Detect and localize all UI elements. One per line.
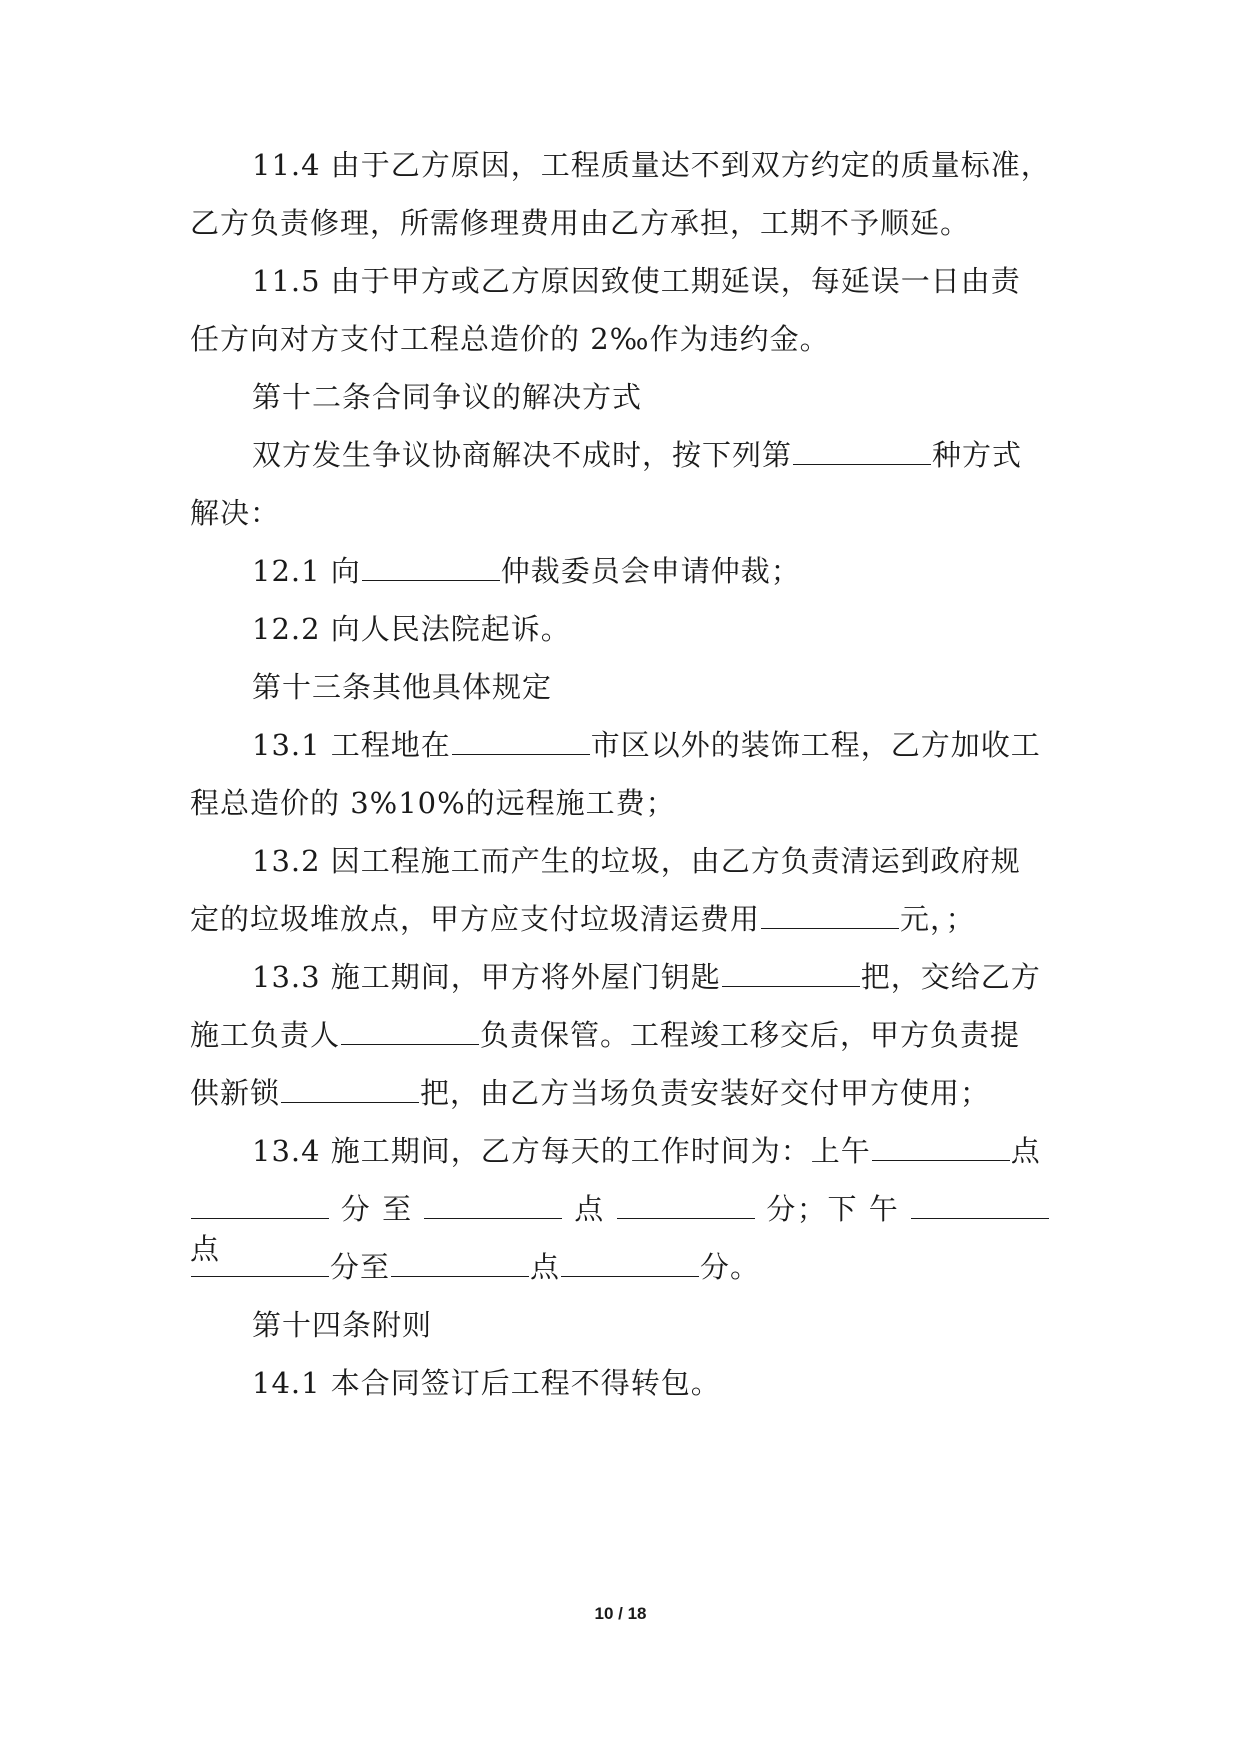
text-segment: 双方发生争议协商解决不成时，按下列第 [252, 438, 793, 472]
text-segment: 点 [190, 1232, 221, 1266]
clause-13-1-line-2: 程总造价的 3%10%的远程施工费； [190, 786, 676, 820]
clause-11-5-line-2: 任方向对方支付工程总造价的 2‰作为违约金。 [190, 322, 830, 356]
clause-12-1 [252, 551, 1050, 591]
text-segment: 施工负责人 [190, 1018, 341, 1052]
clause-11-4-line-1: 11.4 由于乙方原因，工程质量达不到双方约定的质量标准， [252, 148, 1051, 182]
clause-13-2-line-2 [190, 899, 1050, 939]
text-segment: 种方式 [932, 438, 1023, 472]
article-12-intro-line-2: 解决： [190, 496, 281, 530]
text-segment: 13.1 工程地在 [252, 728, 451, 762]
fill-in-blank[interactable] [191, 1250, 329, 1277]
fill-in-blank[interactable] [391, 1250, 529, 1277]
text-segment: 分 至 [340, 1192, 413, 1226]
text-segment: 12.1 向 [252, 554, 361, 588]
text-segment: 分。 [700, 1250, 761, 1284]
fill-in-blank[interactable] [424, 1192, 562, 1219]
fill-in-blank[interactable] [281, 1076, 419, 1103]
fill-in-blank[interactable] [561, 1250, 699, 1277]
text-segment: 供新锁 [190, 1076, 281, 1110]
text-segment: 分；下 午 [766, 1192, 900, 1226]
text-segment: 元，； [900, 902, 976, 936]
fill-in-blank[interactable] [911, 1192, 1049, 1219]
text-segment: 点 [574, 1192, 605, 1226]
clause-13-3-line-1 [252, 957, 1050, 997]
clause-13-3-line-3 [190, 1073, 1050, 1113]
text-segment: 市区以外的装饰工程，乙方加收工 [590, 728, 1041, 762]
text-segment: 点 [530, 1250, 561, 1284]
text-segment: 把，由乙方当场负责安装好交付甲方使用； [420, 1076, 991, 1110]
fill-in-blank[interactable] [617, 1192, 755, 1219]
clause-13-1-line-1 [252, 725, 1050, 765]
text-segment: 13.4 施工期间，乙方每天的工作时间为：上午 [252, 1134, 871, 1168]
text-segment: 点 [1010, 1134, 1041, 1168]
fill-in-blank[interactable] [362, 554, 500, 581]
fill-in-blank[interactable] [191, 1192, 329, 1219]
article-12-intro-line-1 [252, 435, 1050, 475]
text-segment: 仲裁委员会申请仲裁； [500, 554, 801, 588]
fill-in-blank[interactable] [341, 1018, 479, 1045]
article-13-heading: 第十三条其他具体规定 [252, 670, 553, 704]
article-14-heading: 第十四条附则 [252, 1308, 433, 1342]
clause-13-2-line-1: 13.2 因工程施工而产生的垃圾，由乙方负责清运到政府规 [252, 844, 1021, 878]
clause-13-3-line-2 [190, 1015, 1050, 1055]
fill-in-blank[interactable] [452, 728, 590, 755]
clause-11-5-line-1: 11.5 由于甲方或乙方原因致使工期延误，每延误一日由责 [252, 264, 1021, 298]
fill-in-blank[interactable] [761, 902, 899, 929]
page-number: 10 / 18 [594, 1604, 647, 1623]
clause-14-1: 14.1 本合同签订后工程不得转包。 [252, 1366, 721, 1400]
clause-11-4-line-2: 乙方负责修理，所需修理费用由乙方承担，工期不予顺延。 [190, 206, 971, 240]
clause-12-2: 12.2 向人民法院起诉。 [252, 612, 571, 646]
article-12-heading: 第十二条合同争议的解决方式 [252, 380, 643, 414]
text-segment: 分至 [330, 1250, 391, 1284]
text-segment: 负责保管。工程竣工移交后，甲方负责提 [480, 1018, 1021, 1052]
text-segment: 把，交给乙方 [860, 960, 1041, 994]
text-segment: 13.3 施工期间，甲方将外屋门钥匙 [252, 960, 721, 994]
clause-13-4-line-3 [190, 1247, 1050, 1287]
fill-in-blank[interactable] [872, 1134, 1010, 1161]
fill-in-blank[interactable] [793, 438, 931, 465]
clause-13-4-line-1 [252, 1131, 1050, 1171]
text-segment: 定的垃圾堆放点，甲方应支付垃圾清运费用 [190, 902, 761, 936]
fill-in-blank[interactable] [722, 960, 860, 987]
